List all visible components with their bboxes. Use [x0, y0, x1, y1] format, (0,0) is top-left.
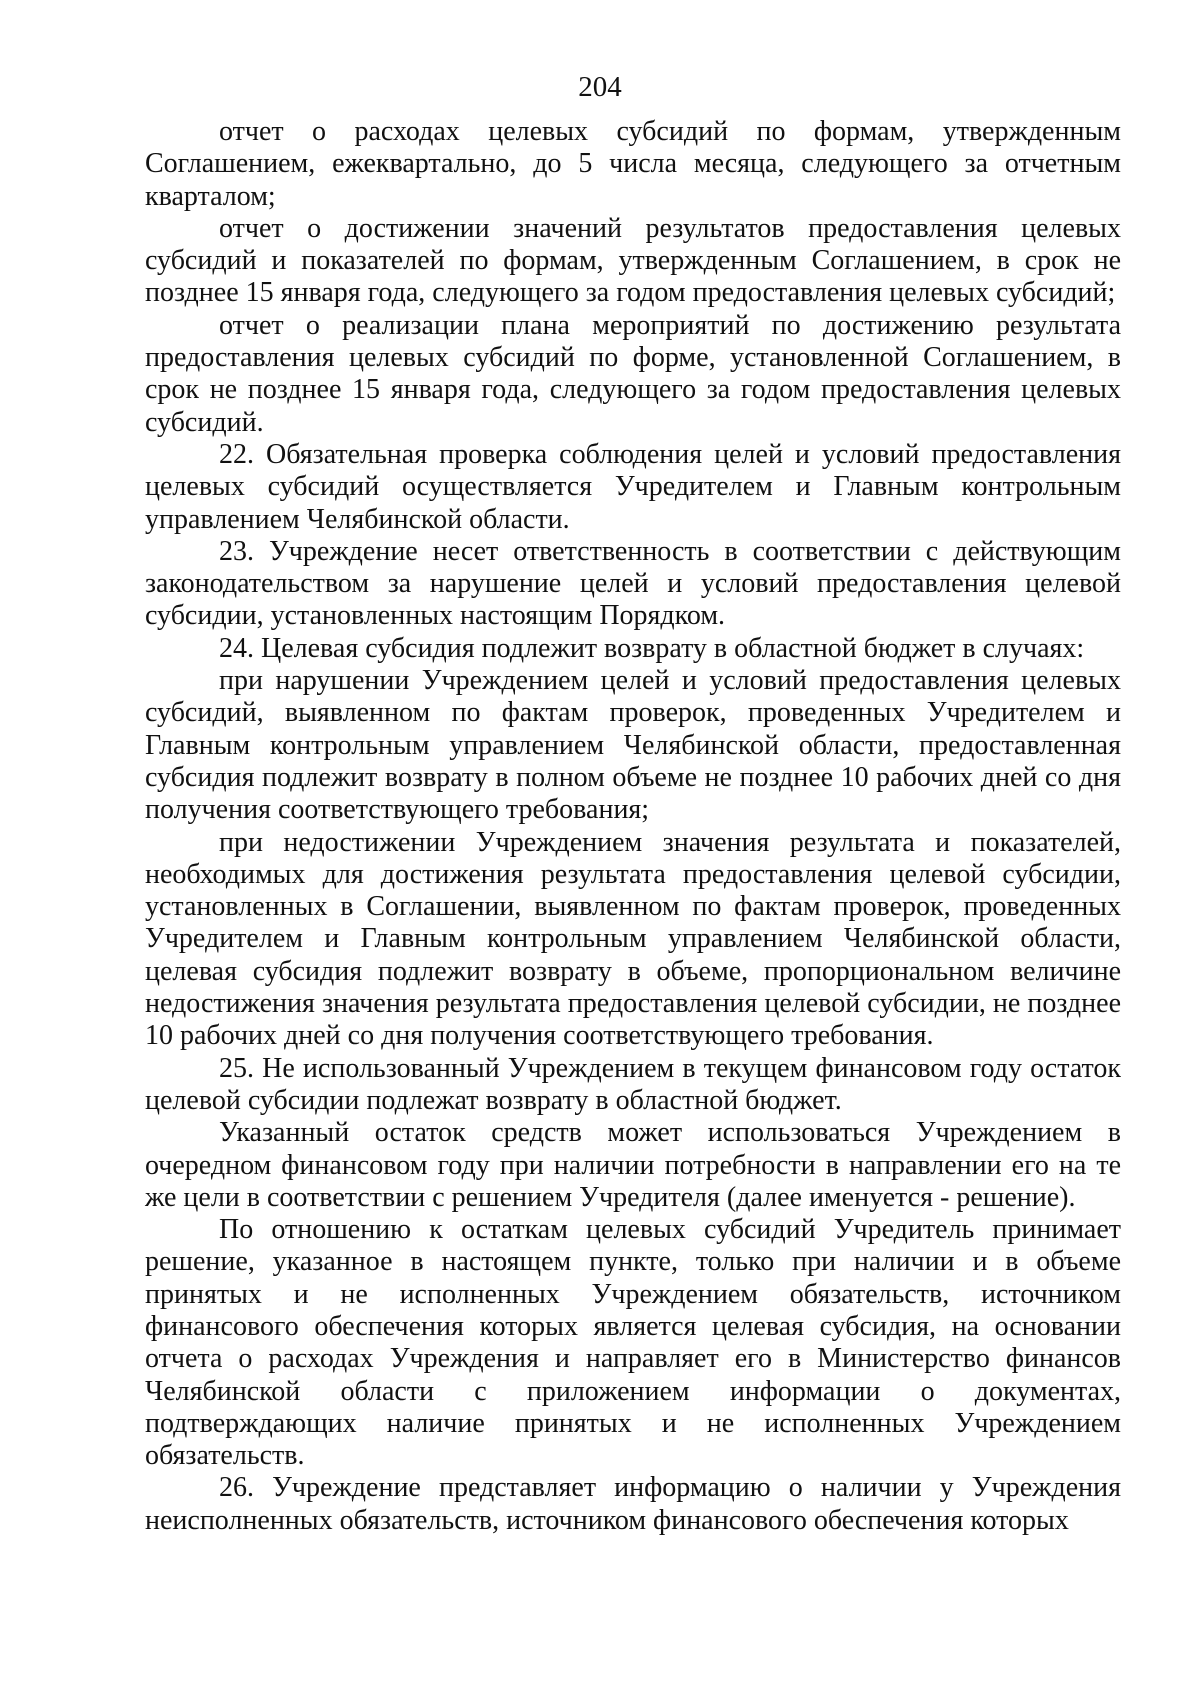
page-number: 204: [578, 71, 622, 103]
paragraph-report-plan: отчет о реализации плана мероприятий по достижению результата предоставления целевых субсидий по форме, установленной Соглашением, в срок не позднее 15 января года, следующего за годом предоставления целевых субсидий.: [145, 309, 1121, 438]
paragraph-25-decision: По отношению к остаткам целевых субсидий Учредитель принимает решение, указанное в настоящем пункте, только при наличии и в объеме принятых и не исполненных Учреждением обязательств, источником финансового обеспечения которых является целевая субсидия, на основании отчета о расходах Учреждения и направляет его в Министерство финансов Челябинской области с приложением информации о документах, подтверждающих наличие принятых и не исполненных Учреждением обязательств.: [145, 1214, 1121, 1472]
paragraph-24: 24. Целевая субсидия подлежит возврату в областной бюджет в случаях:: [219, 632, 1085, 664]
paragraph-report-expenses: отчет о расходах целевых субсидий по формам, утвержденным Соглашением, ежеквартально, до 5 числа месяца, следующего за отчетным кварталом;: [145, 116, 1121, 212]
paragraph-25: 25. Не использованный Учреждением в текущем финансовом году остаток целевой субсидии подлежат возврату в областной бюджет.: [145, 1052, 1121, 1116]
paragraph-25-remainder: Указанный остаток средств может использоваться Учреждением в очередном финансовом году при наличии потребности в направлении его на те же цели в соответствии с решением Учредителя (далее именуется - решение).: [145, 1117, 1121, 1213]
paragraph-26: 26. Учреждение представляет информацию о наличии у Учреждения неисполненных обязательств, источником финансового обеспечения которых: [145, 1472, 1121, 1536]
paragraph-24-violation: при нарушении Учреждением целей и условий предоставления целевых субсидий, выявленном по фактам проверок, проведенных Учредителем и Главным контрольным управлением Челябинской области, предоставленная субсидия подлежит возврату в полном объеме не позднее 10 рабочих дней со дня получения соответствующего требования;: [145, 665, 1121, 826]
paragraph-23: 23. Учреждение несет ответственность в соответствии с действующим законодательством за нарушение целей и условий предоставления целевой субсидии, установленных настоящим Порядком.: [145, 535, 1121, 632]
body-text: [145, 116, 1121, 1537]
paragraph-24-nonachievement: при недостижении Учреждением значения результата и показателей, необходимых для достижения результата предоставления целевой субсидии, установленных в Соглашении, выявленном по фактам проверок, проведенных Учредителем и Главным контрольным управлением Челябинской области, целевая субсидия подлежит возврату в объеме, пропорциональном величине недостижения значения результата предоставления целевой субсидии, не позднее 10 рабочих дней со дня получения соответствующего требования.: [145, 826, 1121, 1052]
paragraph-22: 22. Обязательная проверка соблюдения целей и условий предоставления целевых субсидий осуществляется Учредителем и Главным контрольным управлением Челябинской области.: [145, 438, 1121, 535]
paragraph-report-results: отчет о достижении значений результатов предоставления целевых субсидий и показателей по формам, утвержденным Соглашением, в срок не позднее 15 января года, следующего за годом предоставления целевых субсидий;: [145, 212, 1121, 309]
